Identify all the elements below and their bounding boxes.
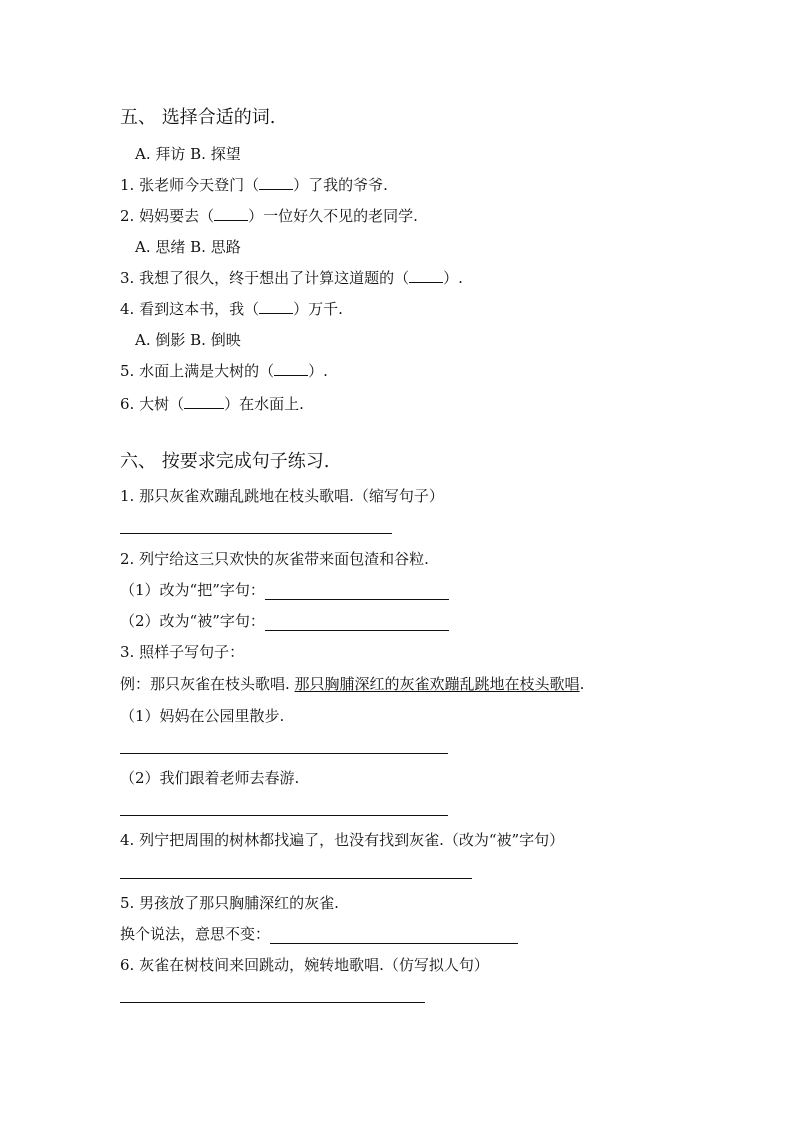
example-period: . bbox=[579, 675, 585, 693]
question-6-5-rewrite bbox=[120, 924, 518, 944]
question-5-5 bbox=[120, 361, 328, 381]
question-6-5: 5. 男孩放了那只胸脯深红的灰雀. bbox=[120, 894, 339, 912]
q-text: ）在水面上. bbox=[224, 395, 304, 413]
question-6-2-2 bbox=[120, 611, 449, 631]
answer-line[interactable] bbox=[120, 878, 472, 879]
answer-blank[interactable] bbox=[259, 299, 293, 314]
question-6-3-2: （2）我们跟着老师去春游. bbox=[120, 769, 300, 787]
q-text: 2. 妈妈要去（ bbox=[120, 207, 215, 225]
q-text: ）万千. bbox=[293, 300, 343, 318]
q-text: 1. 张老师今天登门（ bbox=[120, 176, 260, 194]
q-text: ）一位好久不见的老同学. bbox=[248, 207, 418, 225]
section-6-title: 六、 按要求完成句子练习. bbox=[120, 451, 330, 472]
example-expanded: 那只胸脯深红的灰雀欢蹦乱跳地在枝头歌唱 bbox=[294, 675, 580, 693]
choice-group-1: A. 拜访 B. 探望 bbox=[135, 145, 241, 163]
answer-line[interactable] bbox=[120, 533, 392, 534]
answer-blank[interactable] bbox=[184, 394, 224, 409]
choice-group-2: A. 思绪 B. 思路 bbox=[135, 238, 241, 256]
answer-blank[interactable] bbox=[214, 206, 248, 221]
question-6-2-1 bbox=[120, 580, 449, 600]
question-5-3 bbox=[120, 268, 463, 288]
answer-line[interactable] bbox=[120, 1002, 425, 1003]
q-text: （1）改为“把”字句： bbox=[120, 581, 265, 599]
answer-blank[interactable] bbox=[259, 175, 293, 190]
q-text: 4. 看到这本书，我（ bbox=[120, 300, 260, 318]
answer-blank[interactable] bbox=[274, 361, 308, 376]
q-text: ）. bbox=[443, 269, 463, 287]
q-text: （2）改为“被”字句： bbox=[120, 612, 265, 630]
answer-line[interactable] bbox=[270, 927, 518, 944]
question-6-3: 3. 照样子写句子： bbox=[120, 643, 245, 661]
question-5-4 bbox=[120, 299, 343, 319]
example-sentence bbox=[120, 674, 584, 694]
q-text: 换个说法，意思不变： bbox=[120, 925, 271, 943]
q-text: ）了我的爷爷. bbox=[293, 176, 388, 194]
q-text: 6. 大树（ bbox=[120, 395, 185, 413]
answer-line[interactable] bbox=[120, 815, 448, 816]
q-text: ）. bbox=[308, 362, 328, 380]
q-text: 5. 水面上满是大树的（ bbox=[120, 362, 275, 380]
question-6-4: 4. 列宁把周围的树林都找遍了，也没有找到灰雀.（改为“被”字句） bbox=[120, 831, 565, 849]
question-6-2: 2. 列宁给这三只欢快的灰雀带来面包渣和谷粒. bbox=[120, 550, 429, 568]
question-6-1: 1. 那只灰雀欢蹦乱跳地在枝头歌唱.（缩写句子） bbox=[120, 487, 444, 505]
choice-group-3: A. 倒影 B. 倒映 bbox=[135, 331, 241, 349]
q-text: 3. 我想了很久，终于想出了计算这道题的（ bbox=[120, 269, 410, 287]
answer-line[interactable] bbox=[265, 583, 449, 600]
question-6-3-1: （1）妈妈在公园里散步. bbox=[120, 707, 285, 725]
question-5-1 bbox=[120, 175, 388, 195]
answer-line[interactable] bbox=[120, 753, 448, 754]
example-original: 例：那只灰雀在枝头歌唱. bbox=[120, 675, 295, 693]
question-5-6 bbox=[120, 394, 304, 414]
question-6-6: 6. 灰雀在树枝间来回跳动，婉转地歌唱.（仿写拟人句） bbox=[120, 956, 489, 974]
answer-line[interactable] bbox=[265, 614, 449, 631]
answer-blank[interactable] bbox=[409, 268, 443, 283]
section-5-title: 五、 选择合适的词. bbox=[120, 107, 276, 128]
question-5-2 bbox=[120, 206, 418, 226]
